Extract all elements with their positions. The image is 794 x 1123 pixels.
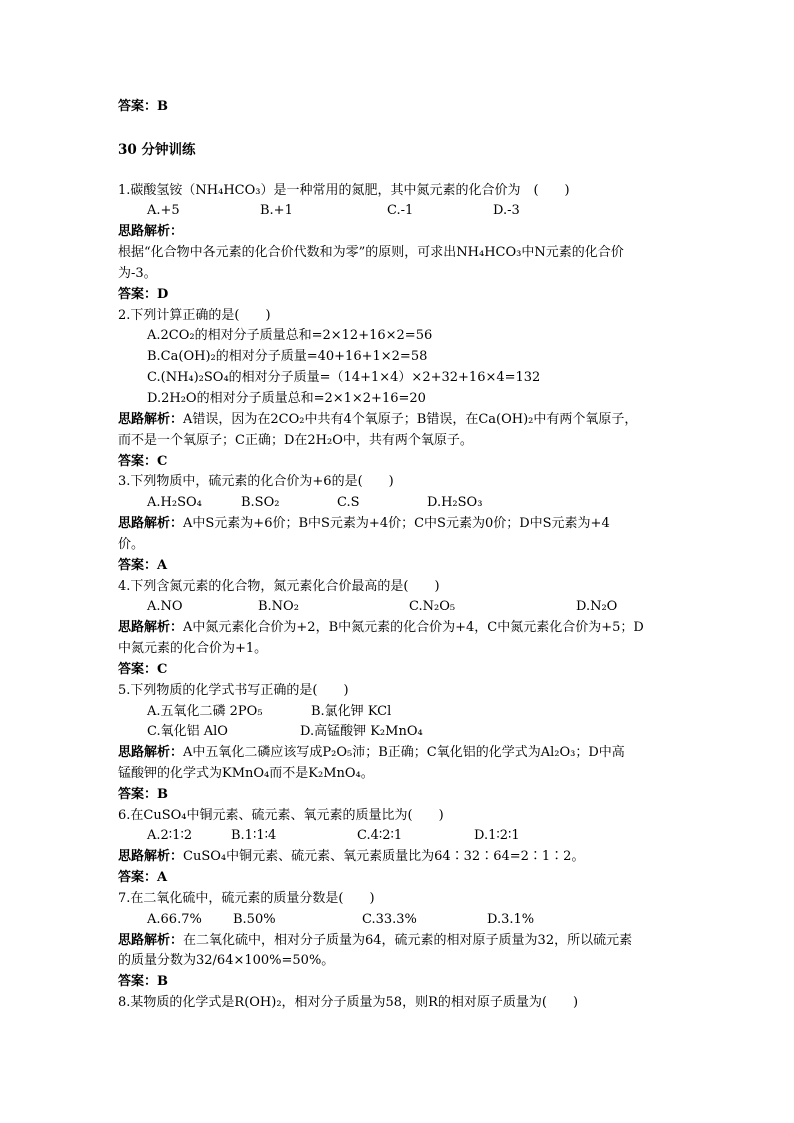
q2-analysis-label: 思路解析： <box>118 412 184 427</box>
q2-option-a: A.2CO₂的相对分子质量总和=2×12+16×2=56 <box>147 328 433 343</box>
q2-analysis-line-2: 而不是一个氧原子；C正确；D在2H₂O中，共有两个氧原子。 <box>118 433 473 448</box>
q7-analysis-label: 思路解析： <box>118 933 184 948</box>
q6-stem: 6.在CuSO₄中铜元素、硫元素、氧元素的质量比为( ) <box>118 808 444 823</box>
q5-option-b: B.氯化钾 KCl <box>311 704 392 719</box>
q5-stem: 5.下列物质的化学式书写正确的是( ) <box>118 683 349 698</box>
q6-option-a: A.2∶1∶2 <box>147 828 193 843</box>
q4-option-c: C.N₂O₅ <box>409 599 456 614</box>
q7-option-d: D.3.1% <box>487 912 535 927</box>
q7-analysis-text-1: 在二氧化硫中，相对分子质量为64，硫元素的相对原子质量为32，所以硫元素 <box>183 933 633 948</box>
q2-answer: 答案：C <box>118 454 168 469</box>
q4-analysis-line-1 <box>118 618 644 637</box>
q7-analysis-line-2: 的质量分数为32/64×100%=50%。 <box>118 953 335 968</box>
q5-option-a: A.五氧化二磷 2PO₅ <box>147 704 263 719</box>
section-title: 30 分钟训练 <box>118 142 196 158</box>
q3-analysis-line-1 <box>118 514 610 533</box>
q1-analysis-line-2: 为-3。 <box>118 266 157 281</box>
q7-stem: 7.在二氧化硫中，硫元素的质量分数是( ) <box>118 891 375 906</box>
q5-analysis-line-2: 锰酸钾的化学式为KMnO₄而不是K₂MnO₄。 <box>118 766 374 781</box>
q2-stem: 2.下列计算正确的是( ) <box>118 308 271 323</box>
q4-analysis-label: 思路解析： <box>118 620 184 635</box>
q1-option-c: C.-1 <box>387 203 414 218</box>
q7-option-c: C.33.3% <box>362 912 417 927</box>
q6-analysis-label: 思路解析： <box>118 849 184 864</box>
q1-option-b: B.+1 <box>260 203 293 218</box>
q6-analysis-line-1 <box>118 847 584 866</box>
q6-option-d: D.1∶2∶1 <box>474 828 520 843</box>
q7-answer: 答案：B <box>118 974 168 989</box>
q5-analysis-text-1: A中五氧化二磷应该写成P₂O₅沛；B正确；C氧化铝的化学式为Al₂O₃；D中高 <box>183 745 625 760</box>
q4-answer: 答案：C <box>118 662 168 677</box>
q5-analysis-label: 思路解析： <box>118 745 184 760</box>
q5-option-d: D.高锰酸钾 K₂MnO₄ <box>300 724 423 739</box>
q3-option-d: D.H₂SO₃ <box>427 495 483 510</box>
q4-stem: 4.下列含氮元素的化合物，氮元素化合价最高的是( ) <box>118 579 440 594</box>
q1-option-d: D.-3 <box>493 203 520 218</box>
q2-option-b: B.Ca(OH)₂的相对分子质量=40+16+1×2=58 <box>147 349 428 364</box>
answer-top: 答案：B <box>118 99 168 114</box>
q6-option-c: C.4∶2∶1 <box>357 828 403 843</box>
q1-option-a: A.+5 <box>147 203 180 218</box>
q5-option-c: C.氧化铝 AlO <box>147 724 228 739</box>
q4-option-b: B.NO₂ <box>258 599 299 614</box>
q3-stem: 3.下列物质中，硫元素的化合价为+6的是( ) <box>118 474 394 489</box>
q2-analysis-line-1 <box>118 410 637 429</box>
q3-analysis-line-2: 价。 <box>118 537 145 552</box>
q1-analysis-label: 思路解析： <box>118 224 184 239</box>
q4-option-d: D.N₂O <box>576 599 618 614</box>
q2-option-c: C.(NH₄)₂SO₄的相对分子质量=（14+1×4）×2+32+16×4=132 <box>147 370 541 385</box>
q3-option-c: C.S <box>337 495 360 510</box>
q8-stem: 8.某物质的化学式是R(OH)₂，相对分子质量为58，则R的相对原子质量为( ) <box>118 995 579 1010</box>
q6-analysis-text-1: CuSO₄中铜元素、硫元素、氧元素质量比为64∶32∶64=2∶1∶2。 <box>183 849 585 864</box>
q7-option-b: B.50% <box>233 912 276 927</box>
q6-answer: 答案：A <box>118 870 168 885</box>
q3-answer: 答案：A <box>118 558 168 573</box>
q1-analysis-line-1: 根据“化合物中各元素的化合价代数和为零”的原则，可求出NH₄HCO₃中N元素的化合价 <box>118 245 624 260</box>
q2-analysis-text-1: A错误，因为在2CO₂中共有4个氧原子；B错误，在Ca(OH)₂中有两个氧原子， <box>183 412 638 427</box>
q1-stem: 1.碳酸氢铵（NH₄HCO₃）是一种常用的氮肥，其中氮元素的化合价为 ( ) <box>118 183 570 198</box>
q4-analysis-line-2: 中氮元素的化合价为+1。 <box>118 641 268 656</box>
q3-option-a: A.H₂SO₄ <box>147 495 202 510</box>
q7-analysis-line-1 <box>118 931 632 950</box>
q3-analysis-text-1: A中S元素为+6价；B中S元素为+4价；C中S元素为0价；D中S元素为+4 <box>183 516 610 531</box>
q3-analysis-label: 思路解析： <box>118 516 184 531</box>
q1-answer: 答案：D <box>118 287 169 302</box>
q6-option-b: B.1∶1∶4 <box>231 828 277 843</box>
q4-option-a: A.NO <box>147 599 183 614</box>
q7-option-a: A.66.7% <box>147 912 202 927</box>
q4-analysis-text-1: A中氮元素化合价为+2，B中氮元素的化合价为+4，C中氮元素化合价为+5；D <box>183 620 644 635</box>
q2-option-d: D.2H₂O的相对分子质量总和=2×1×2+16=20 <box>147 391 426 406</box>
q5-answer: 答案：B <box>118 787 168 802</box>
q3-option-b: B.SO₂ <box>241 495 280 510</box>
q5-analysis-line-1 <box>118 743 625 762</box>
